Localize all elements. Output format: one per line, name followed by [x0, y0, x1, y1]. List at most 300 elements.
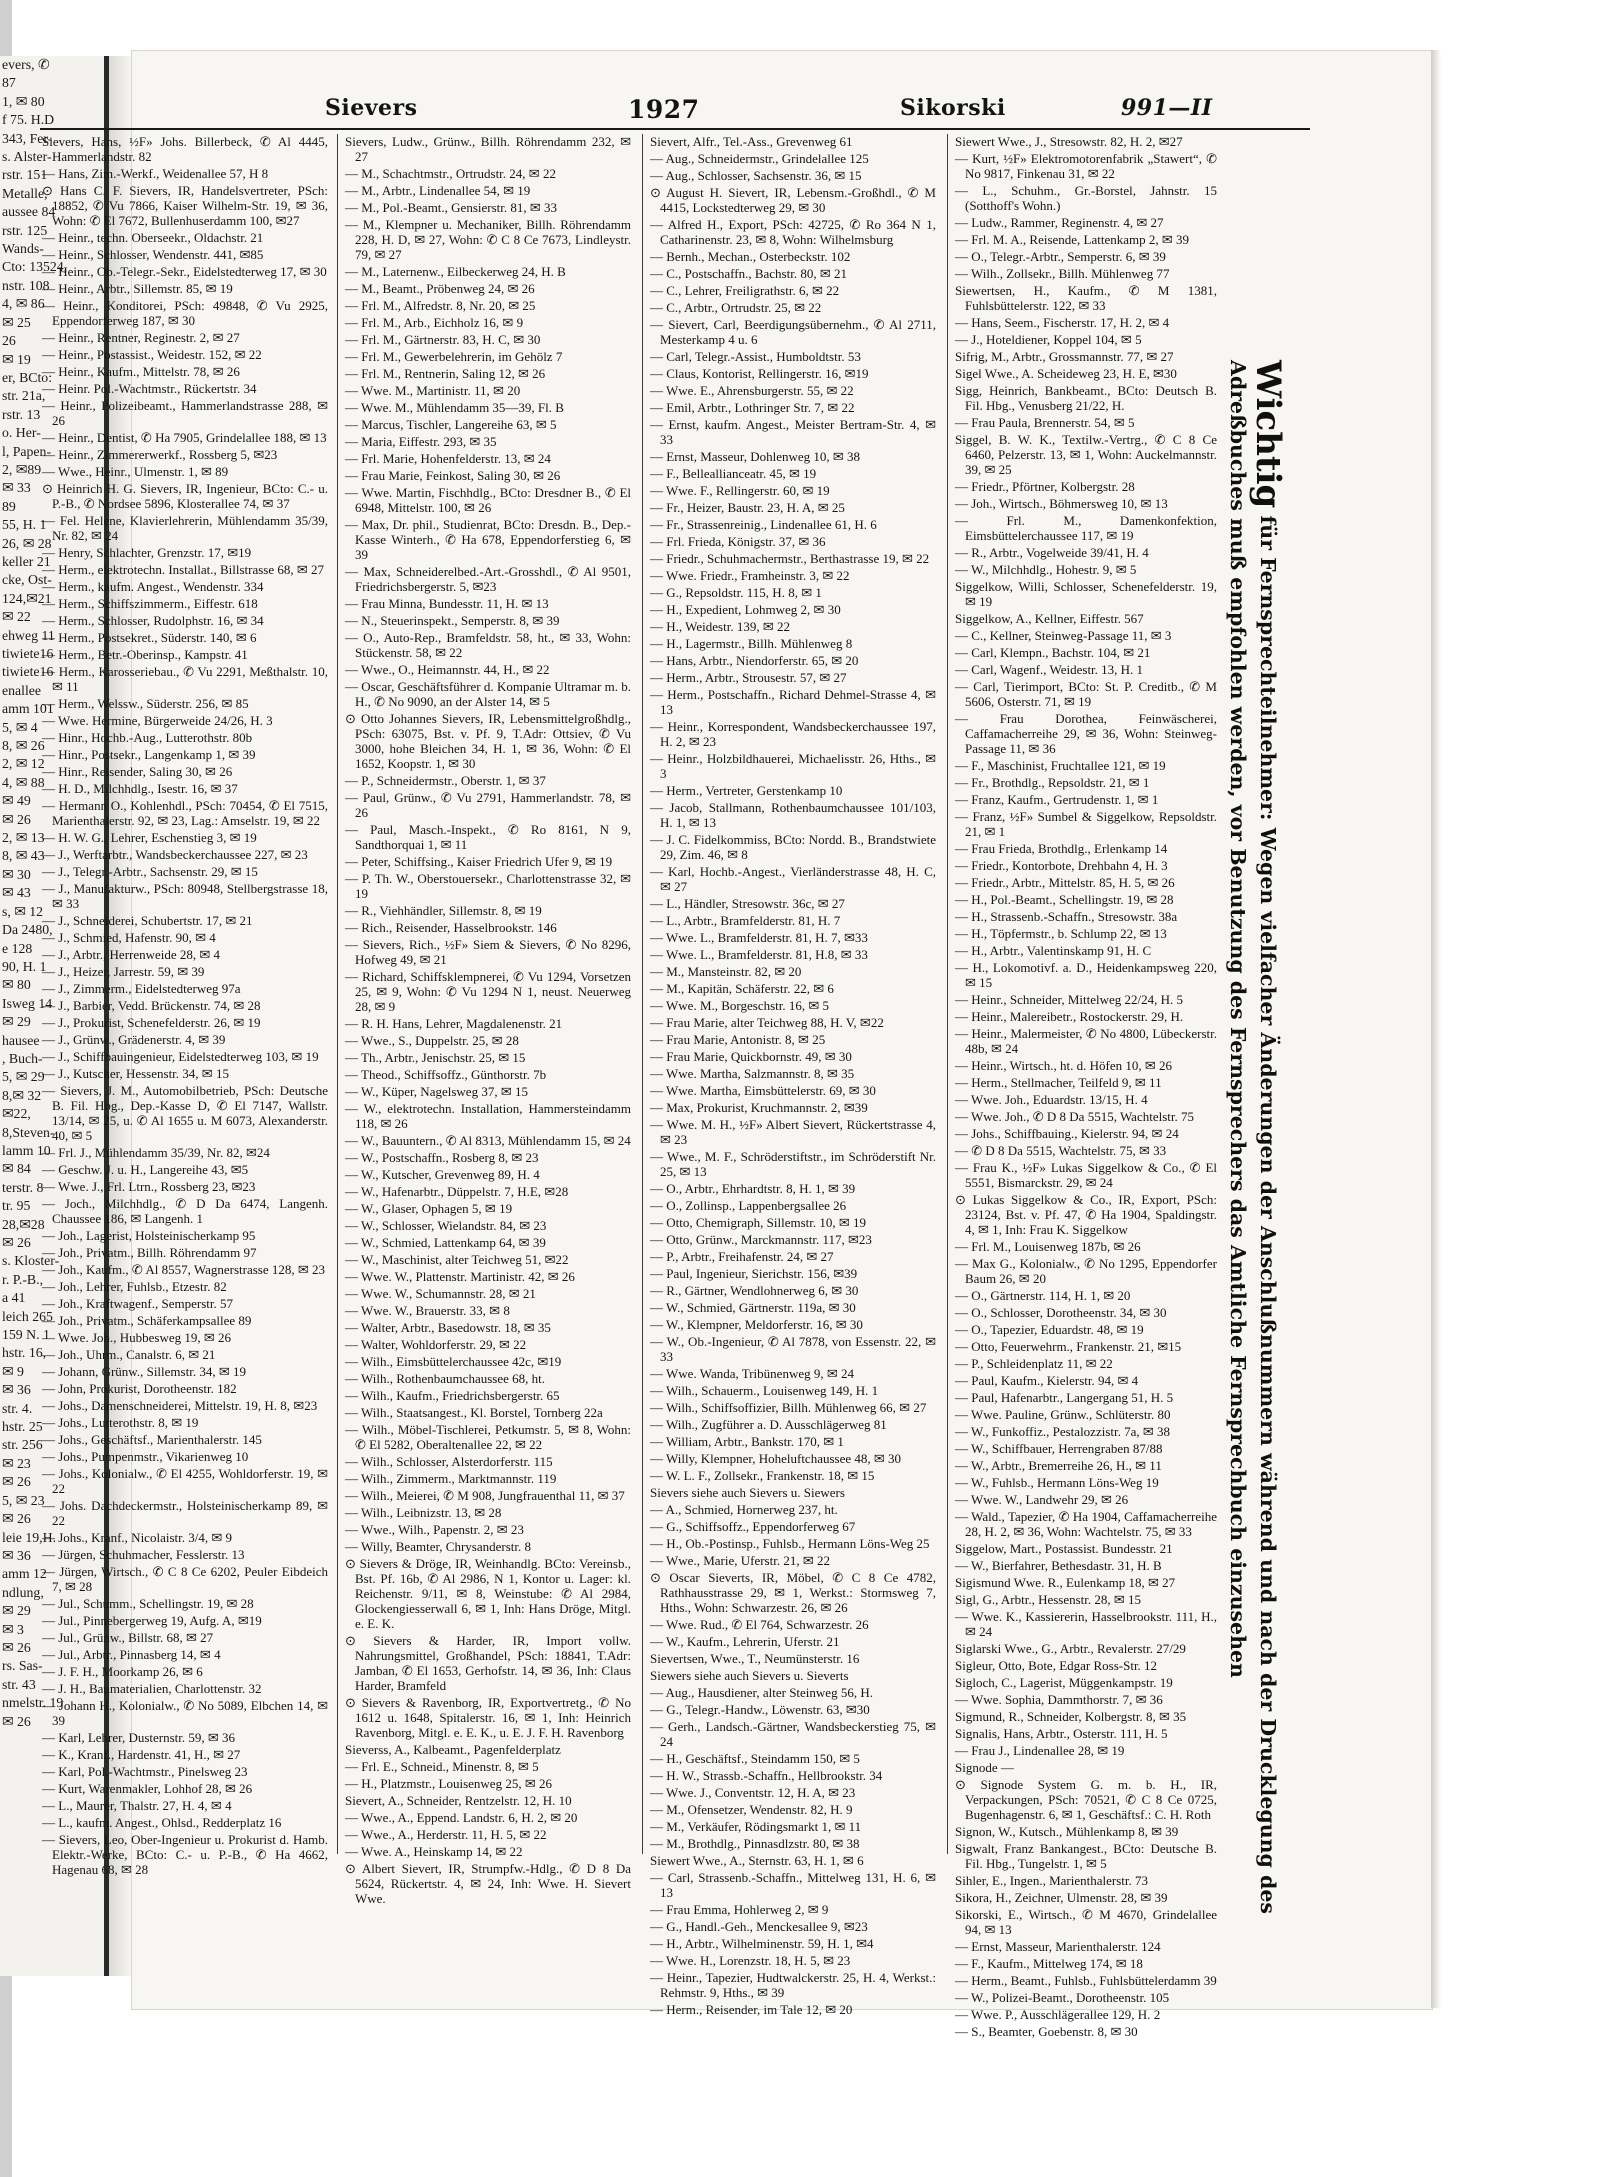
- directory-entry: — Wwe. J., Conventstr. 12, H. A, ✉ 23: [650, 1785, 856, 1800]
- previous-page-line: ehweg 11: [2, 627, 55, 643]
- directory-entry: — Wwe., A., Eppend. Landstr. 6, H. 2, ✉ 20: [345, 1810, 578, 1825]
- directory-entry: — J., Schmied, Hafenstr. 90, ✉ 4: [42, 930, 216, 945]
- previous-page-line: str. 4.: [2, 1400, 33, 1416]
- previous-page-line: tiwiete16: [2, 664, 54, 680]
- header-rule: [40, 128, 1310, 130]
- previous-page-line: ✉ 84: [2, 1161, 31, 1177]
- directory-entry: Siewertsen, H., Kaufm., ✆ M 1381, Fuhlsbüttelerstr. 122, ✉ 33: [955, 283, 1217, 313]
- directory-entry: — W., Kutscher, Grevenweg 89, H. 4: [345, 1167, 540, 1182]
- directory-entry: — Wwe. P., Ausschlägerallee 129, H. 2: [955, 2007, 1161, 2022]
- previous-page-line: ✉ 25: [2, 314, 31, 330]
- directory-entry: — Aug., Schlosser, Sachsenstr. 36, ✉ 15: [650, 168, 862, 183]
- directory-entry: — Heinr., Korrespondent, Wandsbeckerchaussee 197, H. 2, ✉ 23: [650, 719, 936, 749]
- directory-entry: — M., Brothdlg., Pinnasdlzstr. 80, ✉ 38: [650, 1836, 860, 1851]
- directory-entry: — Otto, Chemigraph, Sillemstr. 10, ✉ 19: [650, 1215, 866, 1230]
- directory-entry: — J., Werftarbtr., Wandsbeckerchaussee 227, ✉ 23: [42, 847, 308, 862]
- previous-page-line: o. Her-: [2, 425, 41, 441]
- directory-entry: — J., Schneiderei, Schubertstr. 17, ✉ 21: [42, 913, 253, 928]
- directory-entry: — Marcus, Tischler, Langereihe 63, ✉ 5: [345, 417, 557, 432]
- previous-page-line: ✉ 26: [2, 1474, 31, 1490]
- directory-entry: — Frl. J., Mühlendamm 35/39, Nr. 82, ✉24: [42, 1145, 270, 1160]
- directory-entry: Sievers siehe auch Sievers u. Siewers: [650, 1485, 845, 1500]
- directory-entry: — J., Manufakturw., PSch: 80948, Stellbergstrasse 18, ✉ 33: [42, 881, 328, 911]
- directory-entry: Sigmund, R., Schneider, Kolbergstr. 8, ✉ 35: [955, 1709, 1187, 1724]
- directory-entry: — R., Viehhändler, Sillemstr. 8, ✉ 19: [345, 903, 542, 918]
- previous-page-line: ✉ 26: [2, 811, 31, 827]
- directory-entry: — F., Belleallianceatr. 45, ✉ 19: [650, 466, 817, 481]
- directory-entry: Sievert, A., Schneider, Rentzelstr. 12, H. 10: [345, 1793, 572, 1808]
- directory-entry: — Paul, Ingenieur, Sierichstr. 156, ✉39: [650, 1266, 858, 1281]
- directory-entry: Sigl, G., Arbtr., Hessenstr. 28, ✉ 15: [955, 1592, 1142, 1607]
- directory-entry: — Johs., Schiffbauing., Kielerstr. 94, ✉ 24: [955, 1126, 1179, 1141]
- directory-entry: — Herm., Karosseriebau., ✆ Vu 2291, Meßthalstr. 10, ✉ 11: [42, 664, 328, 694]
- directory-entry: — Claus, Kontorist, Rellingerstr. 16, ✉19: [650, 366, 869, 381]
- directory-entry: ⊙ Albert Sievert, IR, Strumpfw.-Hdlg., ✆ D 8 Da 5624, Rückertstr. 4, ✉ 24, Inh: Wwe. H. Sievert Wwe.: [345, 1861, 631, 1906]
- directory-entry: — W., Postschaffn., Rosberg 8, ✉ 23: [345, 1150, 539, 1165]
- directory-entry: — Herm., Vertreter, Gerstenkamp 10: [650, 783, 843, 798]
- directory-entry: — W., elektrotechn. Installation, Hammersteindamm 118, ✉ 26: [345, 1101, 631, 1131]
- directory-entry: ⊙ Hans C. F. Sievers, IR, Handelsvertreter, PSch: 18852, ✆ Vu 7866, Kaiser Wilhelm-Str. 19, ✉ 36, Wohn: ✆ El 7672, Bullenhuserdamm 100, ✉27: [42, 183, 328, 228]
- directory-entry: Siggelkow, A., Kellner, Eiffestr. 567: [955, 611, 1144, 626]
- directory-entry: — Wwe. M. H., ½F» Albert Sievert, Rückertstrasse 4, ✉ 23: [650, 1117, 936, 1147]
- directory-entry: — W., Glaser, Ophagen 5, ✉ 19: [345, 1201, 513, 1216]
- directory-entry: — Wwe. Wanda, Tribünenweg 9, ✉ 24: [650, 1366, 854, 1381]
- directory-entry: — Heinr., Wirtsch., ht. d. Höfen 10, ✉ 26: [955, 1058, 1173, 1073]
- directory-entry: — Sievers, J. M., Automobilbetrieb, PSch: Deutsche B. Fil. Hbg., Dep.-Kasse D, ✆ El 7147, Wallstr. 13/14, ✉ 25, u. ✆ Al 1655 u. M 6073, Alexanderstr. 40, ✉ 5: [42, 1083, 328, 1143]
- directory-entry: Siggelow, Mart., Postassist. Bundesstr. 21: [955, 1541, 1173, 1556]
- previous-page-line: hstr. 16,: [2, 1345, 47, 1361]
- directory-entry: ⊙ Oscar Sieverts, IR, Möbel, ✆ C 8 Ce 4782, Rathhausstrasse 29, ✉ 1, Werkst.: Stormsweg 7, Hths., Wohn: Schwarzestr. 26, ✉ 26: [650, 1570, 936, 1615]
- directory-entry: — Wwe. W., Schumannstr. 28, ✉ 21: [345, 1286, 536, 1301]
- directory-entry: — Max, Dr. phil., Studienrat, BCto: Dresdn. B., Dep.-Kasse Winterh., ✆ Ha 678, Eppendorferstieg 6, ✉ 39: [345, 517, 631, 562]
- directory-entry: — Oscar, Geschäftsführer d. Kompanie Ultramar m. b. H., ✆ No 9090, an der Alster 14, ✉ 5: [345, 679, 631, 709]
- directory-entry: — Wwe. Joh., Hubbesweg 19, ✉ 26: [42, 1330, 232, 1345]
- directory-column-3: [650, 134, 936, 2017]
- directory-entry: — Wwe. W., Plattenstr. Martinistr. 42, ✉ 26: [345, 1269, 575, 1284]
- directory-entry: — Ernst, Masseur, Marienthalerstr. 124: [955, 1939, 1161, 1954]
- previous-page-line: terstr. 8: [2, 1179, 44, 1195]
- previous-page-line: 343, Fer-: [2, 130, 53, 146]
- directory-entry: — Herm., Schlosser, Rudolphstr. 16, ✉ 34: [42, 613, 264, 628]
- directory-entry: — Wilh., Eimsbüttelerchaussee 42c, ✉19: [345, 1354, 562, 1369]
- previous-page-line: keller 21: [2, 553, 51, 569]
- directory-entry: — Joh., Uhrm., Canalstr. 6, ✉ 21: [42, 1347, 216, 1362]
- directory-entry: — Paul, Kaufm., Kielerstr. 94, ✉ 4: [955, 1373, 1139, 1388]
- directory-entry: — Willy, Beamter, Chrysanderstr. 8: [345, 1539, 531, 1554]
- directory-entry: — Wwe. K., Kassiererin, Hasselbrookstr. 111, H., ✉ 24: [955, 1609, 1217, 1639]
- directory-entry: — Wwe., S., Duppelstr. 25, ✉ 28: [345, 1033, 519, 1048]
- directory-entry: — Rich., Reisender, Hasselbrookstr. 146: [345, 920, 557, 935]
- directory-entry: — J. C. Fidelkommiss, BCto: Nordd. B., Brandstwiete 29, Zim. 46, ✉ 8: [650, 832, 936, 862]
- directory-entry: — L., kaufm. Angest., Ohlsd., Redderplatz 16: [42, 1815, 282, 1830]
- directory-entry: Signalis, Hans, Arbtr., Osterstr. 111, H. 5: [955, 1726, 1168, 1741]
- previous-page-line: 8,✉ 32: [2, 1087, 42, 1103]
- directory-entry: — Richard, Schiffsklempnerei, ✆ Vu 1294, Vorsetzen 25, ✉ 9, Wohn: ✆ Vu 1294 N 1, neust. Neuerweg 28, ✉ 9: [345, 969, 631, 1014]
- previous-page-line: Metalle,: [2, 185, 48, 201]
- directory-entry: — Joh., Wirtsch., Böhmersweg 10, ✉ 13: [955, 496, 1168, 511]
- directory-entry: — Wilh., Staatsangest., Kl. Borstel, Tornberg 22a: [345, 1405, 603, 1420]
- directory-entry: — N., Steuerinspekt., Semperstr. 8, ✉ 39: [345, 613, 560, 628]
- directory-entry: — P. Th. W., Oberstouersekr., Charlottenstrasse 32, ✉ 19: [345, 871, 631, 901]
- previous-page-line: 2, ✉89: [2, 461, 42, 477]
- directory-entry: Sievertsen, Wwe., T., Neumünsterstr. 16: [650, 1651, 860, 1666]
- directory-entry: — Wwe., Heinr., Ulmenstr. 1, ✉ 89: [42, 464, 229, 479]
- directory-entry: — H., Arbtr., Valentinskamp 91, H. C: [955, 943, 1152, 958]
- previous-page-line: amm 12: [2, 1566, 47, 1582]
- directory-entry: — H., Expedient, Lohmweg 2, ✉ 30: [650, 602, 841, 617]
- directory-entry: — Frau Marie, Feinkost, Saling 30, ✉ 26: [345, 468, 561, 483]
- directory-entry: — H., Arbtr., Wilhelminenstr. 59, H. 1, ✉4: [650, 1936, 874, 1951]
- page-edge-shadow: [1431, 50, 1441, 2008]
- directory-entry: — Heinr. Pol.-Wachtmstr., Rückertstr. 34: [42, 381, 257, 396]
- directory-entry: — Wwe. M., Borgeschstr. 16, ✉ 5: [650, 998, 830, 1013]
- directory-entry: — M., Laternenw., Eilbeckerweg 24, H. B: [345, 264, 566, 279]
- directory-entry: — Ernst, kaufm. Angest., Meister Bertram-Str. 4, ✉ 33: [650, 417, 936, 447]
- directory-entry: — Carl, Wagenf., Weidestr. 13, H. 1: [955, 662, 1144, 677]
- directory-entry: — Frl. M., Damenkonfektion, Eimsbüttelerchaussee 117, ✉ 19: [955, 513, 1217, 543]
- directory-entry: — Joh., Kaufm., ✆ Al 8557, Wagnerstrasse 128, ✉ 23: [42, 1262, 325, 1277]
- directory-entry: — O., Zollinsp., Lappenbergsallee 26: [650, 1198, 847, 1213]
- directory-entry: — Fr., Heizer, Baustr. 23, H. A, ✉ 25: [650, 500, 845, 515]
- directory-entry: — M., Arbtr., Lindenallee 54, ✉ 19: [345, 183, 531, 198]
- previous-page-line: Wands-: [2, 241, 44, 257]
- directory-entry: — Otto, Grünw., Marckmannstr. 117, ✉23: [650, 1232, 872, 1247]
- directory-entry: — Herm., Stellmacher, Teilfeld 9, ✉ 11: [955, 1075, 1162, 1090]
- previous-page-line: str. 43: [2, 1676, 36, 1692]
- directory-entry: — W., Polizei-Beamt., Dorotheenstr. 105: [955, 1990, 1170, 2005]
- previous-page-line: 26: [2, 333, 16, 349]
- directory-entry: — Frl. Frieda, Königstr. 37, ✉ 36: [650, 534, 826, 549]
- previous-page-line: hstr. 25: [2, 1419, 43, 1435]
- previous-page-line: Cto: 13524,: [2, 259, 68, 275]
- directory-entry: — P., Schneidermstr., Oberstr. 1, ✉ 37: [345, 773, 546, 788]
- directory-entry: — Heinr., Kaufm., Mittelstr. 78, ✉ 26: [42, 364, 240, 379]
- directory-entry: — W., Hafenarbtr., Düppelstr. 7, H.E, ✉28: [345, 1184, 569, 1199]
- directory-entry: — M., Pol.-Beamt., Gensierstr. 81, ✉ 33: [345, 200, 558, 215]
- previous-page-line: 8, ✉ 43: [2, 848, 45, 864]
- previous-page-line: ✉ 23: [2, 1455, 31, 1471]
- previous-page-line: 1, ✉ 80: [2, 93, 45, 109]
- directory-entry: — H., Weidestr. 139, ✉ 22: [650, 619, 790, 634]
- previous-page-line: ✉ 30: [2, 866, 31, 882]
- previous-page-line: ✉ 33: [2, 480, 31, 496]
- previous-page-line: str. 256: [2, 1437, 43, 1453]
- directory-entry: — W., Schiffbauer, Herrengraben 87/88: [955, 1441, 1163, 1456]
- directory-entry: Siggelkow, Willi, Schlosser, Schenefelderstr. 19, ✉ 19: [955, 579, 1217, 609]
- directory-entry: — Hermann O., Kohlenhdl., PSch: 70454, ✆ El 7515, Marienthalerstr. 92, ✉ 23, Lag.: Amselstr. 19, ✉ 22: [42, 798, 328, 828]
- directory-entry: — Johann H., Kolonialw., ✆ No 5089, Elbchen 14, ✉ 39: [42, 1698, 328, 1728]
- directory-entry: — Wwe. Friedr., Framheinstr. 3, ✉ 22: [650, 568, 850, 583]
- directory-entry: — Wwe., O., Heimannstr. 44, H., ✉ 22: [345, 662, 550, 677]
- directory-entry: — Wwe. Joh., ✆ D 8 Da 5515, Wachtelstr. 75: [955, 1109, 1195, 1124]
- directory-entry: — Wwe. Hermine, Bürgerweide 24/26, H. 3: [42, 713, 273, 728]
- directory-entry: — Herm., elektrotechn. Installat., Billstrasse 68, ✉ 27: [42, 562, 325, 577]
- directory-entry: — Joch., Milchhdlg., ✆ D Da 6474, Langenh. Chaussee 186, ✉ Langenh. 1: [42, 1196, 328, 1226]
- directory-entry: — Frau Frieda, Brothdlg., Erlenkamp 14: [955, 841, 1168, 856]
- directory-entry: — Franz, Kaufm., Gertrudenstr. 1, ✉ 1: [955, 792, 1159, 807]
- directory-entry: — Hans, Zim.-Werkf., Weidenallee 57, H 8: [42, 166, 269, 181]
- directory-entry: — Gerh., Landsch.-Gärtner, Wandsbeckerstieg 75, ✉ 24: [650, 1719, 936, 1749]
- directory-entry: — Carl, Tierimport, BCto: St. P. Creditb., ✆ M 5606, Osterstr. 71, ✉ 19: [955, 679, 1217, 709]
- directory-entry: — W. L. F., Zollsekr., Frankenstr. 18, ✉ 15: [650, 1468, 875, 1483]
- directory-entry: — W., Schlosser, Wielandstr. 84, ✉ 23: [345, 1218, 547, 1233]
- directory-entry: — Heinr., Dentist, ✆ Ha 7905, Grindelallee 188, ✉ 13: [42, 430, 327, 445]
- directory-entry: — Frl. M., Rentnerin, Saling 12, ✉ 26: [345, 366, 546, 381]
- directory-entry: — Wwe. Martin, Fischhdlg., BCto: Dresdner B., ✆ El 6948, Mittelstr. 100, ✉ 26: [345, 485, 631, 515]
- directory-entry: — Friedr., Arbtr., Mittelstr. 85, H. 5, ✉ 26: [955, 875, 1175, 890]
- directory-entry: — Jul., Schumm., Schellingstr. 19, ✉ 28: [42, 1596, 254, 1611]
- directory-entry: — Frau Marie, Quickbornstr. 49, ✉ 30: [650, 1049, 852, 1064]
- directory-entry: — Wwe., M. F., Schröderstiftstr., im Schröderstift Nr. 25, ✉ 13: [650, 1149, 936, 1179]
- side-notice: [1223, 360, 1288, 1920]
- directory-entry: ⊙ Lukas Siggelkow & Co., IR, Export, PSch: 23124, Bst. v. Pf. 47, ✆ Ha 1904, Spaldingstr. 4, ✉ 1, Inh: Frau K. Siggelkow: [955, 1192, 1217, 1237]
- directory-entry: — Wwe. W., Landwehr 29, ✉ 26: [955, 1492, 1129, 1507]
- directory-entry: — P., Schleidenplatz 11, ✉ 22: [955, 1356, 1113, 1371]
- directory-entry: ⊙ Sievers & Dröge, IR, Weinhandlg. BCto: Vereinsb., Bst. Pf. 16b, ✆ Al 2986, N 1, Kontor u. Lager: kl. Reichenstr. 9/11, ✉ 8, Weinstube: ✆ Al 2984, Glockengiesserwall 6, ✉ 1, Inh: Hans Dröge, Mitgl. e. E. K.: [345, 1556, 631, 1631]
- directory-entry: — R. H. Hans, Lehrer, Magdalenenstr. 21: [345, 1016, 563, 1031]
- previous-page-line: ✉ 49: [2, 793, 31, 809]
- directory-entry: Sigg, Heinrich, Bankbeamt., BCto: Deutsch B. Fil. Hbg., Venusberg 21/22, H.: [955, 383, 1217, 413]
- directory-entry: Signon, W., Kutsch., Mühlenkamp 8, ✉ 39: [955, 1824, 1179, 1839]
- directory-entry: — Carl, Klempn., Bachstr. 104, ✉ 21: [955, 645, 1151, 660]
- directory-entry: — Karl, Pol.-Wachtmstr., Pinelsweg 23: [42, 1764, 248, 1779]
- directory-entry: — Frl. M., Gärtnerstr. 83, H. C, ✉ 30: [345, 332, 541, 347]
- directory-entry: — Walter, Wohldorferstr. 29, ✉ 22: [345, 1337, 527, 1352]
- directory-entry: — G., Repsoldstr. 115, H. 8, ✉ 1: [650, 585, 822, 600]
- directory-entry: — Wilh., Zugführer a. D. Ausschlägerweg 81: [650, 1417, 887, 1432]
- previous-page-line: 4, ✉ 88: [2, 774, 45, 790]
- directory-entry: — H., Geschäftsf., Steindamm 150, ✉ 5: [650, 1751, 860, 1766]
- previous-page-line: ✉ 80: [2, 977, 31, 993]
- directory-entry: — Herm., kaufm. Angest., Wendenstr. 334: [42, 579, 264, 594]
- directory-entry: — Aug., Schneidermstr., Grindelallee 125: [650, 151, 869, 166]
- directory-entry: — J. H., Baumaterialien, Charlottenstr. 32: [42, 1681, 262, 1696]
- previous-page-line: ndlung,: [2, 1584, 44, 1600]
- previous-page-line: s. Kloster-: [2, 1253, 60, 1269]
- directory-entry: — Max G., Kolonialw., ✆ No 1295, Eppendorfer Baum 26, ✉ 20: [955, 1256, 1217, 1286]
- previous-page-line: 2, ✉ 12: [2, 756, 45, 772]
- directory-entry: — Jürgen, Schuhmacher, Fesslerstr. 13: [42, 1547, 245, 1562]
- directory-entry: — Herm., Schiffszimmerm., Eiffestr. 618: [42, 596, 258, 611]
- directory-entry: — Hinr., Postsekr., Langenkamp 1, ✉ 39: [42, 747, 256, 762]
- directory-entry: — Emil, Arbtr., Lothringer Str. 7, ✉ 22: [650, 400, 855, 415]
- directory-entry: — Jul., Pinnebergerweg 19, Aufg. A, ✉19: [42, 1613, 262, 1628]
- directory-entry: — Herm., Postschaffn., Richard Dehmel-Strasse 4, ✉ 13: [650, 687, 936, 717]
- directory-entry: — A., Schmied, Hornerweg 237, ht.: [650, 1502, 838, 1517]
- directory-entry: — O., Telegr.-Arbtr., Semperstr. 6, ✉ 39: [955, 249, 1166, 264]
- directory-entry: — Franz, ½F» Sumbel & Siggelkow, Repsoldstr. 21, ✉ 1: [955, 809, 1217, 839]
- directory-entry: — H., Lokomotivf. a. D., Heidenkampsweg 220, ✉ 15: [955, 960, 1217, 990]
- directory-entry: — Alfred H., Export, PSch: 42725, ✆ Ro 364 N 1, Catharinenstr. 23, ✉ 8, Wohn: Wilhelmsburg: [650, 217, 936, 247]
- previous-page-line: ✉ 3: [2, 1621, 24, 1637]
- directory-entry: — Ludw., Rammer, Reginenstr. 4, ✉ 27: [955, 215, 1164, 230]
- directory-entry: Sigloch, C., Lagerist, Müggenkampstr. 19: [955, 1675, 1173, 1690]
- directory-entry: — J. F. H., Moorkamp 26, ✉ 6: [42, 1664, 203, 1679]
- directory-entry: — Heinr., Rentner, Reginestr. 2, ✉ 27: [42, 330, 240, 345]
- previous-page-line: ✉ 9: [2, 1363, 24, 1379]
- directory-entry: — J., Schiffbauingenieur, Eidelstedterweg 103, ✉ 19: [42, 1049, 319, 1064]
- column-divider: [947, 134, 948, 1854]
- directory-entry: — Theod., Schiffsoffz., Günthorstr. 7b: [345, 1067, 547, 1082]
- directory-entry: — Wilh., Leibnizstr. 13, ✉ 28: [345, 1505, 502, 1520]
- directory-entry: — Frl. M., Alfredstr. 8, Nr. 20, ✉ 25: [345, 298, 536, 313]
- directory-entry: — Wilh., Meierei, ✆ M 908, Jungfrauenthal 11, ✉ 37: [345, 1488, 625, 1503]
- directory-entry: — M., Klempner u. Mechaniker, Billh. Röhrendamm 228, H. D, ✉ 27, Wohn: ✆ C 8 Ce 7673, Lindleystr. 79, ✉ 27: [345, 217, 631, 262]
- directory-entry: — F., Kaufm., Mittelweg 174, ✉ 18: [955, 1956, 1143, 1971]
- directory-entry: — Wilh., Möbel-Tischlerei, Petkumstr. 5, ✉ 8, Wohn: ✆ El 5282, Oberaltenallee 22, ✉ 22: [345, 1422, 631, 1452]
- directory-entry: — J., Prokurist, Schenefelderstr. 26, ✉ 19: [42, 1015, 261, 1030]
- directory-entry: Sigismund Wwe. R., Eulenkamp 18, ✉ 27: [955, 1575, 1176, 1590]
- directory-entry: — W., Bauuntern., ✆ Al 8313, Mühlendamm 15, ✉ 24: [345, 1133, 631, 1148]
- directory-entry: — Heinr., Polizeibeamt., Hammerlandstrasse 288, ✉ 26: [42, 398, 328, 428]
- directory-entry: — Jacob, Stallmann, Rothenbaumchaussee 101/103, H. 1, ✉ 13: [650, 800, 936, 830]
- directory-entry: — J., Kutscher, Hessenstr. 34, ✉ 15: [42, 1066, 229, 1081]
- previous-page-line: r. P.-B.,: [2, 1271, 44, 1287]
- directory-entry: — L., Schuhm., Gr.-Borstel, Jahnstr. 15 (Sotthoff's Wohn.): [955, 183, 1217, 213]
- directory-entry: — Wald., Tapezier, ✆ Ha 1904, Caffamacherreihe 28, H. 2, ✉ 36, Wohn: Wachtelstr. 75, ✉ 33: [955, 1509, 1217, 1539]
- directory-entry: Signode —: [955, 1760, 1014, 1775]
- previous-page-line: ✉ 29: [2, 1603, 31, 1619]
- previous-page-line: s, ✉ 12: [2, 903, 44, 919]
- previous-page-line: s. Alster-: [2, 149, 52, 165]
- directory-entry: — Joh., Lagerist, Holsteinischerkamp 95: [42, 1228, 256, 1243]
- directory-entry: — Friedr., Pförtner, Kolbergstr. 28: [955, 479, 1135, 494]
- previous-page-line: 159 N. 1: [2, 1327, 50, 1343]
- directory-entry: — Herm., Betr.-Oberinsp., Kampstr. 41: [42, 647, 248, 662]
- previous-page-line: leie 19,H.: [2, 1529, 57, 1545]
- previous-page-line: ✉ 26: [2, 1639, 31, 1655]
- directory-entry: — Jul., Arbtr., Pinnasberg 14, ✉ 4: [42, 1647, 221, 1662]
- directory-entry: — Frl. E., Schneid., Minenstr. 8, ✉ 5: [345, 1759, 539, 1774]
- previous-page-line: Da 2480,: [2, 922, 53, 938]
- directory-entry: — C., Postschaffn., Bachstr. 80, ✉ 21: [650, 266, 847, 281]
- column-divider: [642, 134, 643, 1854]
- directory-entry: Sievers, Ludw., Grünw., Billh. Röhrendamm 232, ✉ 27: [345, 134, 631, 164]
- directory-entry: — Frl. M., Louisenweg 187b, ✉ 26: [955, 1239, 1141, 1254]
- directory-entry: — Frl. M., Gewerbelehrerin, im Gehölz 7: [345, 349, 563, 364]
- directory-entry: — Peter, Schiffsing., Kaiser Friedrich Ufer 9, ✉ 19: [345, 854, 613, 869]
- directory-entry: — Frl. M., Arb., Eichholz 16, ✉ 9: [345, 315, 524, 330]
- directory-entry: — Wwe. E., Ahrensburgerstr. 55, ✉ 22: [650, 383, 854, 398]
- directory-entry: Sigwalt, Franz Bankangest., BCto: Deutsche B. Fil. Hbg., Tungelstr. 1, ✉ 5: [955, 1841, 1217, 1871]
- directory-entry: — Aug., Hausdiener, alter Steinweg 56, H.: [650, 1685, 873, 1700]
- directory-entry: — Max, Prokurist, Kruchmannstr. 2, ✉39: [650, 1100, 868, 1115]
- previous-page-line: cke, Ost-: [2, 572, 52, 588]
- directory-entry: Siglarski Wwe., G., Arbtr., Revalerstr. 27/29: [955, 1641, 1186, 1656]
- side-notice-text: [1223, 360, 1288, 1920]
- directory-entry: — Heinr., Konditorei, PSch: 49848, ✆ Vu 2925, Eppendorferweg 187, ✉ 30: [42, 298, 328, 328]
- directory-entry: — Frl. M. A., Reisende, Lattenkamp 2, ✉ 39: [955, 232, 1190, 247]
- directory-entry: — Wwe. F., Rellingerstr. 60, ✉ 19: [650, 483, 830, 498]
- directory-entry: — H. W. G., Lehrer, Eschenstieg 3, ✉ 19: [42, 830, 257, 845]
- previous-page-line: rstr. 151: [2, 167, 48, 183]
- directory-entry: — Jürgen, Wirtsch., ✆ C 8 Ce 6202, Peuler Eibdeich 7, ✉ 28: [42, 1564, 328, 1594]
- directory-entry: — O., Arbtr., Ehrhardtstr. 8, H. 1, ✉ 39: [650, 1181, 856, 1196]
- directory-entry: — K., Kranf., Hardenstr. 41, H., ✉ 27: [42, 1747, 241, 1762]
- directory-entry: — Wilh., Kaufm., Friedrichsbergerstr. 65: [345, 1388, 560, 1403]
- side-notice-body: für Fernsprechteilnehmer: Wegen vielfacher Änderungen der Anschlußnummern während und nach der Drucklegung des Adreßbuches muß empfohlen werden, vor Benutzung des Fernsprechers das Amtliche Fernsprechbuch einzusehen: [1226, 360, 1280, 1914]
- previous-page-line: ✉ 26: [2, 1511, 31, 1527]
- previous-page-line: er, BCto:: [2, 369, 53, 385]
- directory-entry: — Heinr., Schlosser, Wendenstr. 441, ✉85: [42, 247, 264, 262]
- directory-entry: — Ernst, Masseur, Dohlenweg 10, ✉ 38: [650, 449, 861, 464]
- directory-entry: Sieverss, A., Kalbeamt., Pagenfelderplatz: [345, 1742, 561, 1757]
- directory-entry: — Heinr., Schneider, Mittelweg 22/24, H. 5: [955, 992, 1184, 1007]
- directory-entry: — G., Handl.-Geh., Menckesallee 9, ✉23: [650, 1919, 868, 1934]
- directory-entry: — H., Strassenb.-Schaffn., Stresowstr. 38a: [955, 909, 1178, 924]
- previous-page-line: 55, H. 1: [2, 517, 47, 533]
- previous-page-line: ✉ 29: [2, 1014, 31, 1030]
- previous-page-line: nmelstr. 19: [2, 1695, 64, 1711]
- directory-entry: — H. D., Milchhdlg., Isestr. 16, ✉ 37: [42, 781, 238, 796]
- directory-entry: — Fr., Brothdlg., Repsoldstr. 21, ✉ 1: [955, 775, 1150, 790]
- previous-page-line: rs. Sas-: [2, 1658, 43, 1674]
- previous-page-line: ✉ 36: [2, 1547, 31, 1563]
- directory-entry: — J., Hoteldiener, Koppel 104, ✉ 5: [955, 332, 1142, 347]
- directory-entry: — Johs. Dachdeckermstr., Holsteinischerkamp 89, ✉ 22: [42, 1498, 328, 1528]
- directory-entry: — H., Platzmstr., Louisenweg 25, ✉ 26: [345, 1776, 552, 1791]
- directory-entry: — Geschw. J. u. H., Langereihe 43, ✉5: [42, 1162, 249, 1177]
- directory-entry: Sihler, E., Ingen., Marienthalerstr. 73: [955, 1873, 1148, 1888]
- previous-page-line: ✉ 22: [2, 609, 31, 625]
- directory-entry: — Heinr., Postassist., Weidestr. 152, ✉ 22: [42, 347, 262, 362]
- directory-entry: — John, Prokurist, Dorotheenstr. 182: [42, 1381, 237, 1396]
- directory-entry: — L., Maurer, Thalstr. 27, H. 4, ✉ 4: [42, 1798, 232, 1813]
- directory-entry: — Paul, Grünw., ✆ Vu 2791, Hammerlandstr. 78, ✉ 26: [345, 790, 631, 820]
- directory-entry: — W., Bierfahrer, Bethesdastr. 31, H. B: [955, 1558, 1162, 1573]
- directory-entry: Sigel Wwe., A. Scheideweg 23, H. E, ✉30: [955, 366, 1177, 381]
- directory-entry: — P., Arbtr., Freihafenstr. 24, ✉ 27: [650, 1249, 834, 1264]
- directory-entry: — L., Händler, Stresowstr. 36c, ✉ 27: [650, 896, 845, 911]
- directory-entry: — Wwe. Sophia, Dammthorstr. 7, ✉ 36: [955, 1692, 1163, 1707]
- directory-entry: — Wilh., Zollsekr., Billh. Mühlenweg 77: [955, 266, 1170, 281]
- previous-page-line: 8, ✉ 26: [2, 738, 45, 754]
- directory-entry: ⊙ Signode System G. m. b. H., IR, Verpackungen, PSch: 70521, ✆ C 8 Ce 0725, Bugenhagenstr. 6, ✉ 1, Geschäftsf.: C. H. Roth: [955, 1777, 1217, 1822]
- directory-entry: — F., Maschinist, Fruchtallee 121, ✉ 19: [955, 758, 1166, 773]
- directory-entry: — M., Mansteinstr. 82, ✉ 20: [650, 964, 802, 979]
- directory-entry: — Joh., Privatm., Billh. Röhrendamm 97: [42, 1245, 257, 1260]
- directory-entry: — Frau Emma, Hohlerweg 2, ✉ 9: [650, 1902, 829, 1917]
- directory-entry: — Bernh., Mechan., Osterbeckstr. 102: [650, 249, 851, 264]
- directory-entry: Siewert Wwe., A., Sternstr. 63, H. 1, ✉ 6: [650, 1853, 864, 1868]
- directory-entry: — Wwe. W., Brauerstr. 33, ✉ 8: [345, 1303, 510, 1318]
- directory-entry: — O., Tapezier, Eduardstr. 48, ✉ 19: [955, 1322, 1144, 1337]
- directory-entry: — Wwe. Rud., ✆ El 764, Schwarzestr. 26: [650, 1617, 869, 1632]
- previous-page-line: tr. 95: [2, 1198, 31, 1214]
- directory-entry: — O., Auto-Rep., Bramfeldstr. 58, ht., ✉ 33, Wohn: Stückenstr. 58, ✉ 22: [345, 630, 631, 660]
- directory-entry: — W., Maschinist, alter Teichweg 51, ✉22: [345, 1252, 569, 1267]
- directory-entry: — Th., Arbtr., Jenischstr. 25, ✉ 15: [345, 1050, 526, 1065]
- previous-page-line: rstr. 125: [2, 222, 48, 238]
- previous-page-line: 89: [2, 498, 16, 514]
- directory-entry: — Frau Marie, alter Teichweg 88, H. V, ✉22: [650, 1015, 884, 1030]
- previous-page-line: f 75. H.D: [2, 112, 55, 128]
- previous-page-line: 4, ✉ 86: [2, 296, 45, 312]
- directory-entry: — Wilh., Zimmerm., Marktmannstr. 119: [345, 1471, 557, 1486]
- previous-page-line: nstr. 108: [2, 277, 50, 293]
- directory-entry: — Kurt, Warenmakler, Lohhof 28, ✉ 26: [42, 1781, 253, 1796]
- directory-column-2: [345, 134, 631, 1906]
- directory-entry: — Maria, Eiffestr. 293, ✉ 35: [345, 434, 497, 449]
- header-last-name: Sikorski: [900, 95, 1006, 121]
- previous-page-line: 5, ✉ 23: [2, 1492, 45, 1508]
- previous-page-line: 8,Steven-: [2, 1124, 55, 1140]
- directory-entry: — Wwe. Joh., Eduardstr. 13/15, H. 4: [955, 1092, 1148, 1107]
- directory-entry: — R., Arbtr., Vogelweide 39/41, H. 4: [955, 545, 1149, 560]
- directory-entry: — Carl, Telegr.-Assist., Humboldtstr. 53: [650, 349, 861, 364]
- directory-entry: Sievers, Hans, ½F» Johs. Billerbeck, ✆ Al 4445, Hammerlandstr. 82: [42, 134, 328, 164]
- directory-entry: — Wwe. M., Martinistr. 11, ✉ 20: [345, 383, 521, 398]
